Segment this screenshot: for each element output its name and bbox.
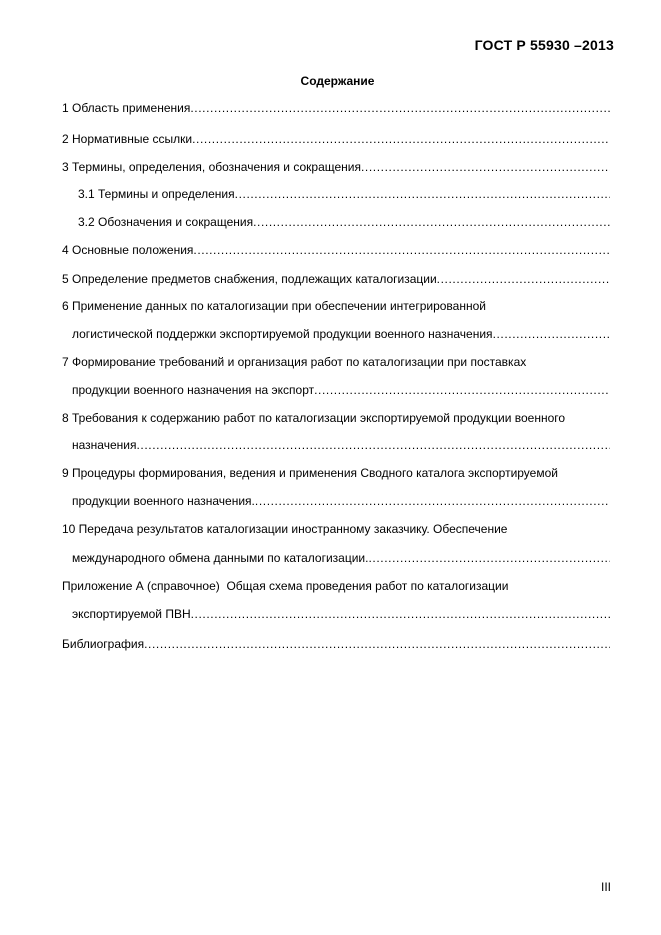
toc-entry-label: 4 Основные положения bbox=[62, 243, 194, 257]
toc-title: Содержание bbox=[300, 74, 375, 88]
toc-entry-8-continued[interactable] bbox=[72, 437, 610, 453]
toc-entry-8[interactable] bbox=[62, 410, 610, 426]
dot-leader bbox=[190, 100, 610, 116]
dot-leader bbox=[136, 437, 610, 453]
toc-entry-label: продукции военного назначения на экспорт bbox=[72, 383, 315, 397]
toc-entry-5[interactable] bbox=[62, 271, 610, 287]
dot-leader bbox=[235, 186, 610, 202]
toc-entry-label: 3.1 Термины и определения bbox=[78, 187, 235, 201]
toc-entry-7[interactable] bbox=[62, 354, 610, 370]
toc-entry-label: 8 Требования к содержанию работ по каталогизации экспортируемой продукции военного bbox=[62, 411, 566, 425]
toc-entry-label: 1 Область применения bbox=[62, 101, 191, 115]
toc-entry-3-2[interactable] bbox=[78, 214, 610, 230]
toc-entry-10[interactable] bbox=[62, 521, 610, 537]
dot-leader bbox=[314, 382, 610, 398]
toc-entry-6-continued[interactable] bbox=[72, 326, 610, 342]
toc-entry-appendix-a[interactable] bbox=[62, 578, 610, 594]
dot-leader bbox=[361, 159, 610, 175]
toc-entry-label: 3.2 Обозначения и сокращения bbox=[78, 215, 254, 229]
toc-entry-label: 5 Определение предметов снабжения, подлежащих каталогизации bbox=[62, 272, 437, 286]
toc-entry-1[interactable] bbox=[62, 100, 610, 116]
toc-entry-3[interactable] bbox=[62, 159, 610, 175]
toc-entry-label: 6 Применение данных по каталогизации при обеспечении интегрированной bbox=[62, 299, 486, 313]
toc-entry-9-continued[interactable] bbox=[72, 493, 610, 509]
toc-entry-bibliography[interactable] bbox=[62, 636, 610, 652]
toc-entry-9[interactable] bbox=[62, 465, 610, 481]
toc-entry-appendix-a-continued[interactable] bbox=[72, 606, 610, 622]
dot-leader bbox=[193, 242, 610, 258]
toc-entry-10-continued[interactable] bbox=[72, 550, 610, 566]
toc-entry-label: 3 Термины, определения, обозначения и сокращения bbox=[62, 160, 361, 174]
dot-leader bbox=[437, 271, 610, 287]
toc-entry-label: международного обмена данными по каталогизации. bbox=[72, 551, 369, 565]
toc-entry-3-1[interactable] bbox=[78, 186, 610, 202]
toc-entry-label: 9 Процедуры формирования, ведения и применения Сводного каталога экспортируемой bbox=[62, 466, 558, 480]
toc-entry-6[interactable] bbox=[62, 298, 610, 314]
toc-entry-label: Приложение А (справочное) Общая схема проведения работ по каталогизации bbox=[62, 579, 509, 593]
toc-entry-7-continued[interactable] bbox=[72, 382, 610, 398]
toc-entry-label: 7 Формирование требований и организация работ по каталогизации при поставках bbox=[62, 355, 527, 369]
dot-leader bbox=[144, 636, 610, 652]
toc-entry-label: Библиография bbox=[62, 637, 145, 651]
document-code: ГОСТ Р 55930 –2013 bbox=[474, 37, 614, 53]
dot-leader bbox=[493, 326, 610, 342]
dot-leader bbox=[253, 214, 610, 230]
dot-leader bbox=[368, 550, 610, 566]
toc-entry-2[interactable] bbox=[62, 131, 610, 147]
toc-entry-label: 2 Нормативные ссылки bbox=[62, 132, 193, 146]
toc-entry-label: логистической поддержки экспортируемой продукции военного назначения bbox=[72, 327, 493, 341]
dot-leader bbox=[191, 606, 610, 622]
toc-entry-label: продукции военного назначения. bbox=[72, 494, 255, 508]
toc-entry-label: назначения bbox=[72, 438, 137, 452]
dot-leader bbox=[192, 131, 610, 147]
toc-entry-4[interactable] bbox=[62, 242, 610, 258]
toc-entry-label: экспортируемой ПВН bbox=[72, 607, 191, 621]
page-number: III bbox=[600, 880, 611, 894]
toc-entry-label: 10 Передача результатов каталогизации иностранному заказчику. Обеспечение bbox=[62, 522, 508, 536]
dot-leader bbox=[255, 493, 610, 509]
